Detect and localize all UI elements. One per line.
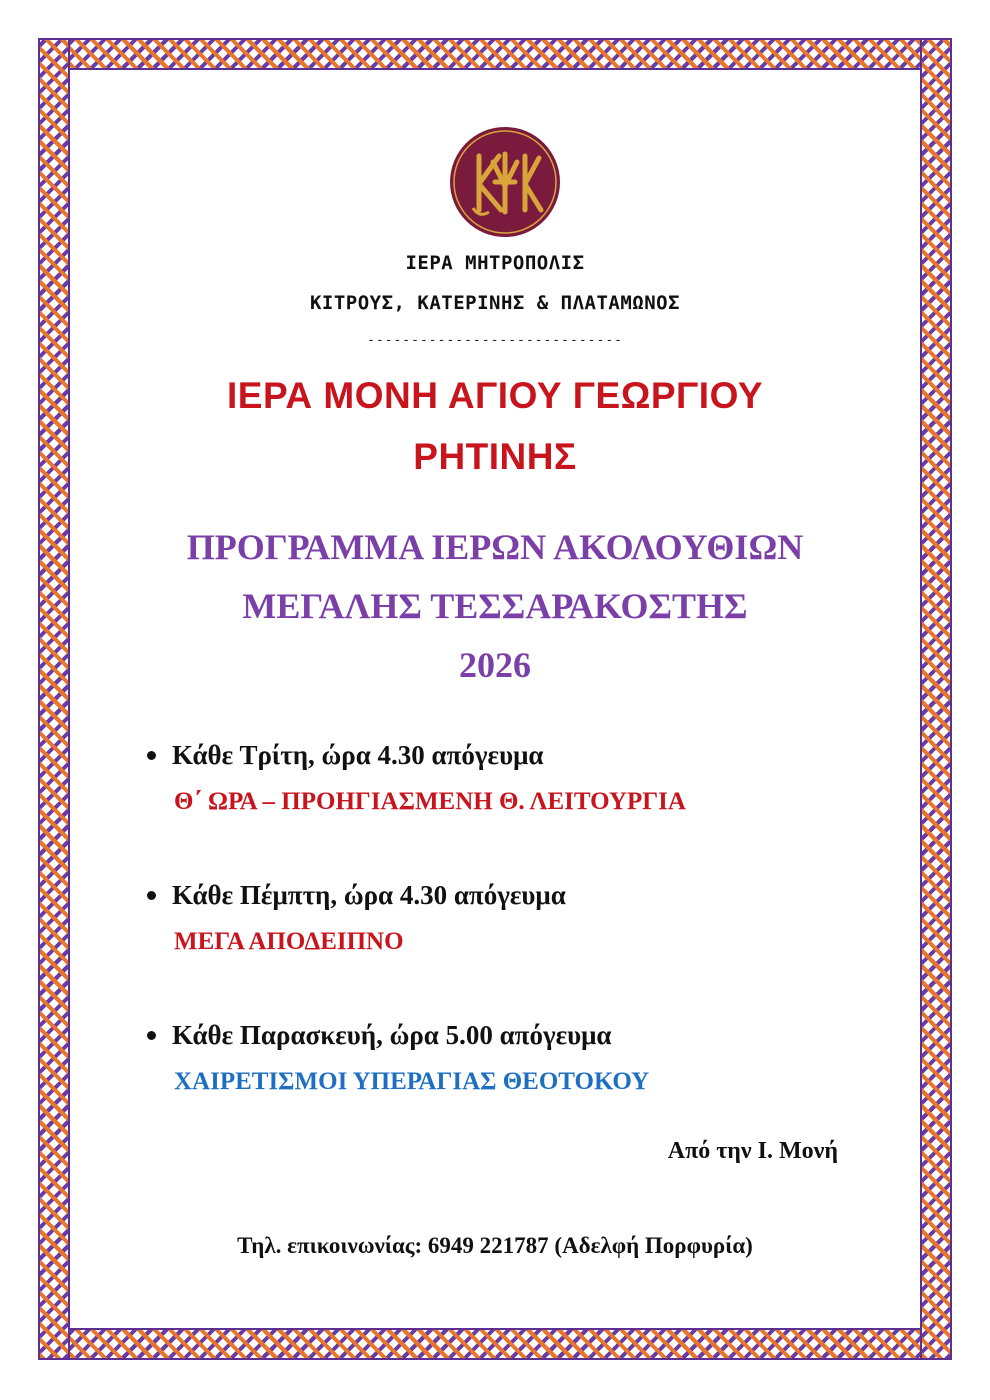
monastery-name: ΙΕΡΑ ΜΟΝΗ ΑΓΙΟΥ ΓΕΩΡΓΙΟΥ bbox=[227, 375, 763, 416]
service-item-thursday bbox=[145, 877, 885, 959]
service-day: Κάθε Παρασκευή, ώρα 5.00 απόγευμα bbox=[172, 1019, 612, 1050]
bullet-icon bbox=[147, 751, 156, 760]
program-year: 2026 bbox=[459, 645, 531, 685]
metropolis-subtitle: ΚΙΤΡΟΥΣ, ΚΑΤΕΡΙΝΗΣ & ΠΛΑΤΑΜΩΝΟΣ bbox=[309, 292, 681, 314]
decorative-border-top bbox=[38, 38, 952, 70]
bullet-icon bbox=[147, 891, 156, 900]
contact-phone: Τηλ. επικοινωνίας: 6949 221787 (Αδελφή Πορφυρία) bbox=[237, 1233, 753, 1258]
header-divider: ----------------------------- bbox=[367, 333, 623, 348]
service-day: Κάθε Τρίτη, ώρα 4.30 απόγευμα bbox=[172, 739, 544, 770]
bullet-icon bbox=[147, 1031, 156, 1040]
program-title: ΠΡΟΓΡΑΜΜΑ ΙΕΡΩΝ ΑΚΟΛΟΥΘΙΩΝ bbox=[186, 527, 804, 567]
service-title: ΜΕΓΑ ΑΠΟΔΕΙΠΝΟ bbox=[174, 928, 404, 955]
service-day: Κάθε Πέμπτη, ώρα 4.30 απόγευμα bbox=[172, 879, 566, 910]
signature: Από την Ι. Μονή bbox=[667, 1138, 838, 1164]
program-subtitle: ΜΕΓΑΛΗΣ ΤΕΣΣΑΡΑΚΟΣΤΗΣ bbox=[242, 586, 748, 626]
service-item-tuesday bbox=[145, 737, 885, 819]
metropolis-monogram-seal-icon bbox=[449, 126, 561, 238]
service-item-friday bbox=[145, 1017, 885, 1099]
decorative-border-right bbox=[920, 38, 952, 1360]
metropolis-title: ΙΕΡΑ ΜΗΤΡΟΠΟΛΙΣ bbox=[405, 252, 585, 274]
service-title: ΧΑΙΡΕΤΙΣΜΟΙ ΥΠΕΡΑΓΙΑΣ ΘΕΟΤΟΚΟΥ bbox=[174, 1068, 650, 1095]
monastery-location: ΡΗΤΙΝΗΣ bbox=[413, 436, 577, 477]
service-title: Θ΄ ΩΡΑ – ΠΡΟΗΓΙΑΣΜΕΝΗ Θ. ΛΕΙΤΟΥΡΓΙΑ bbox=[174, 788, 686, 815]
decorative-border-bottom bbox=[38, 1328, 952, 1360]
decorative-border-left bbox=[38, 38, 70, 1360]
